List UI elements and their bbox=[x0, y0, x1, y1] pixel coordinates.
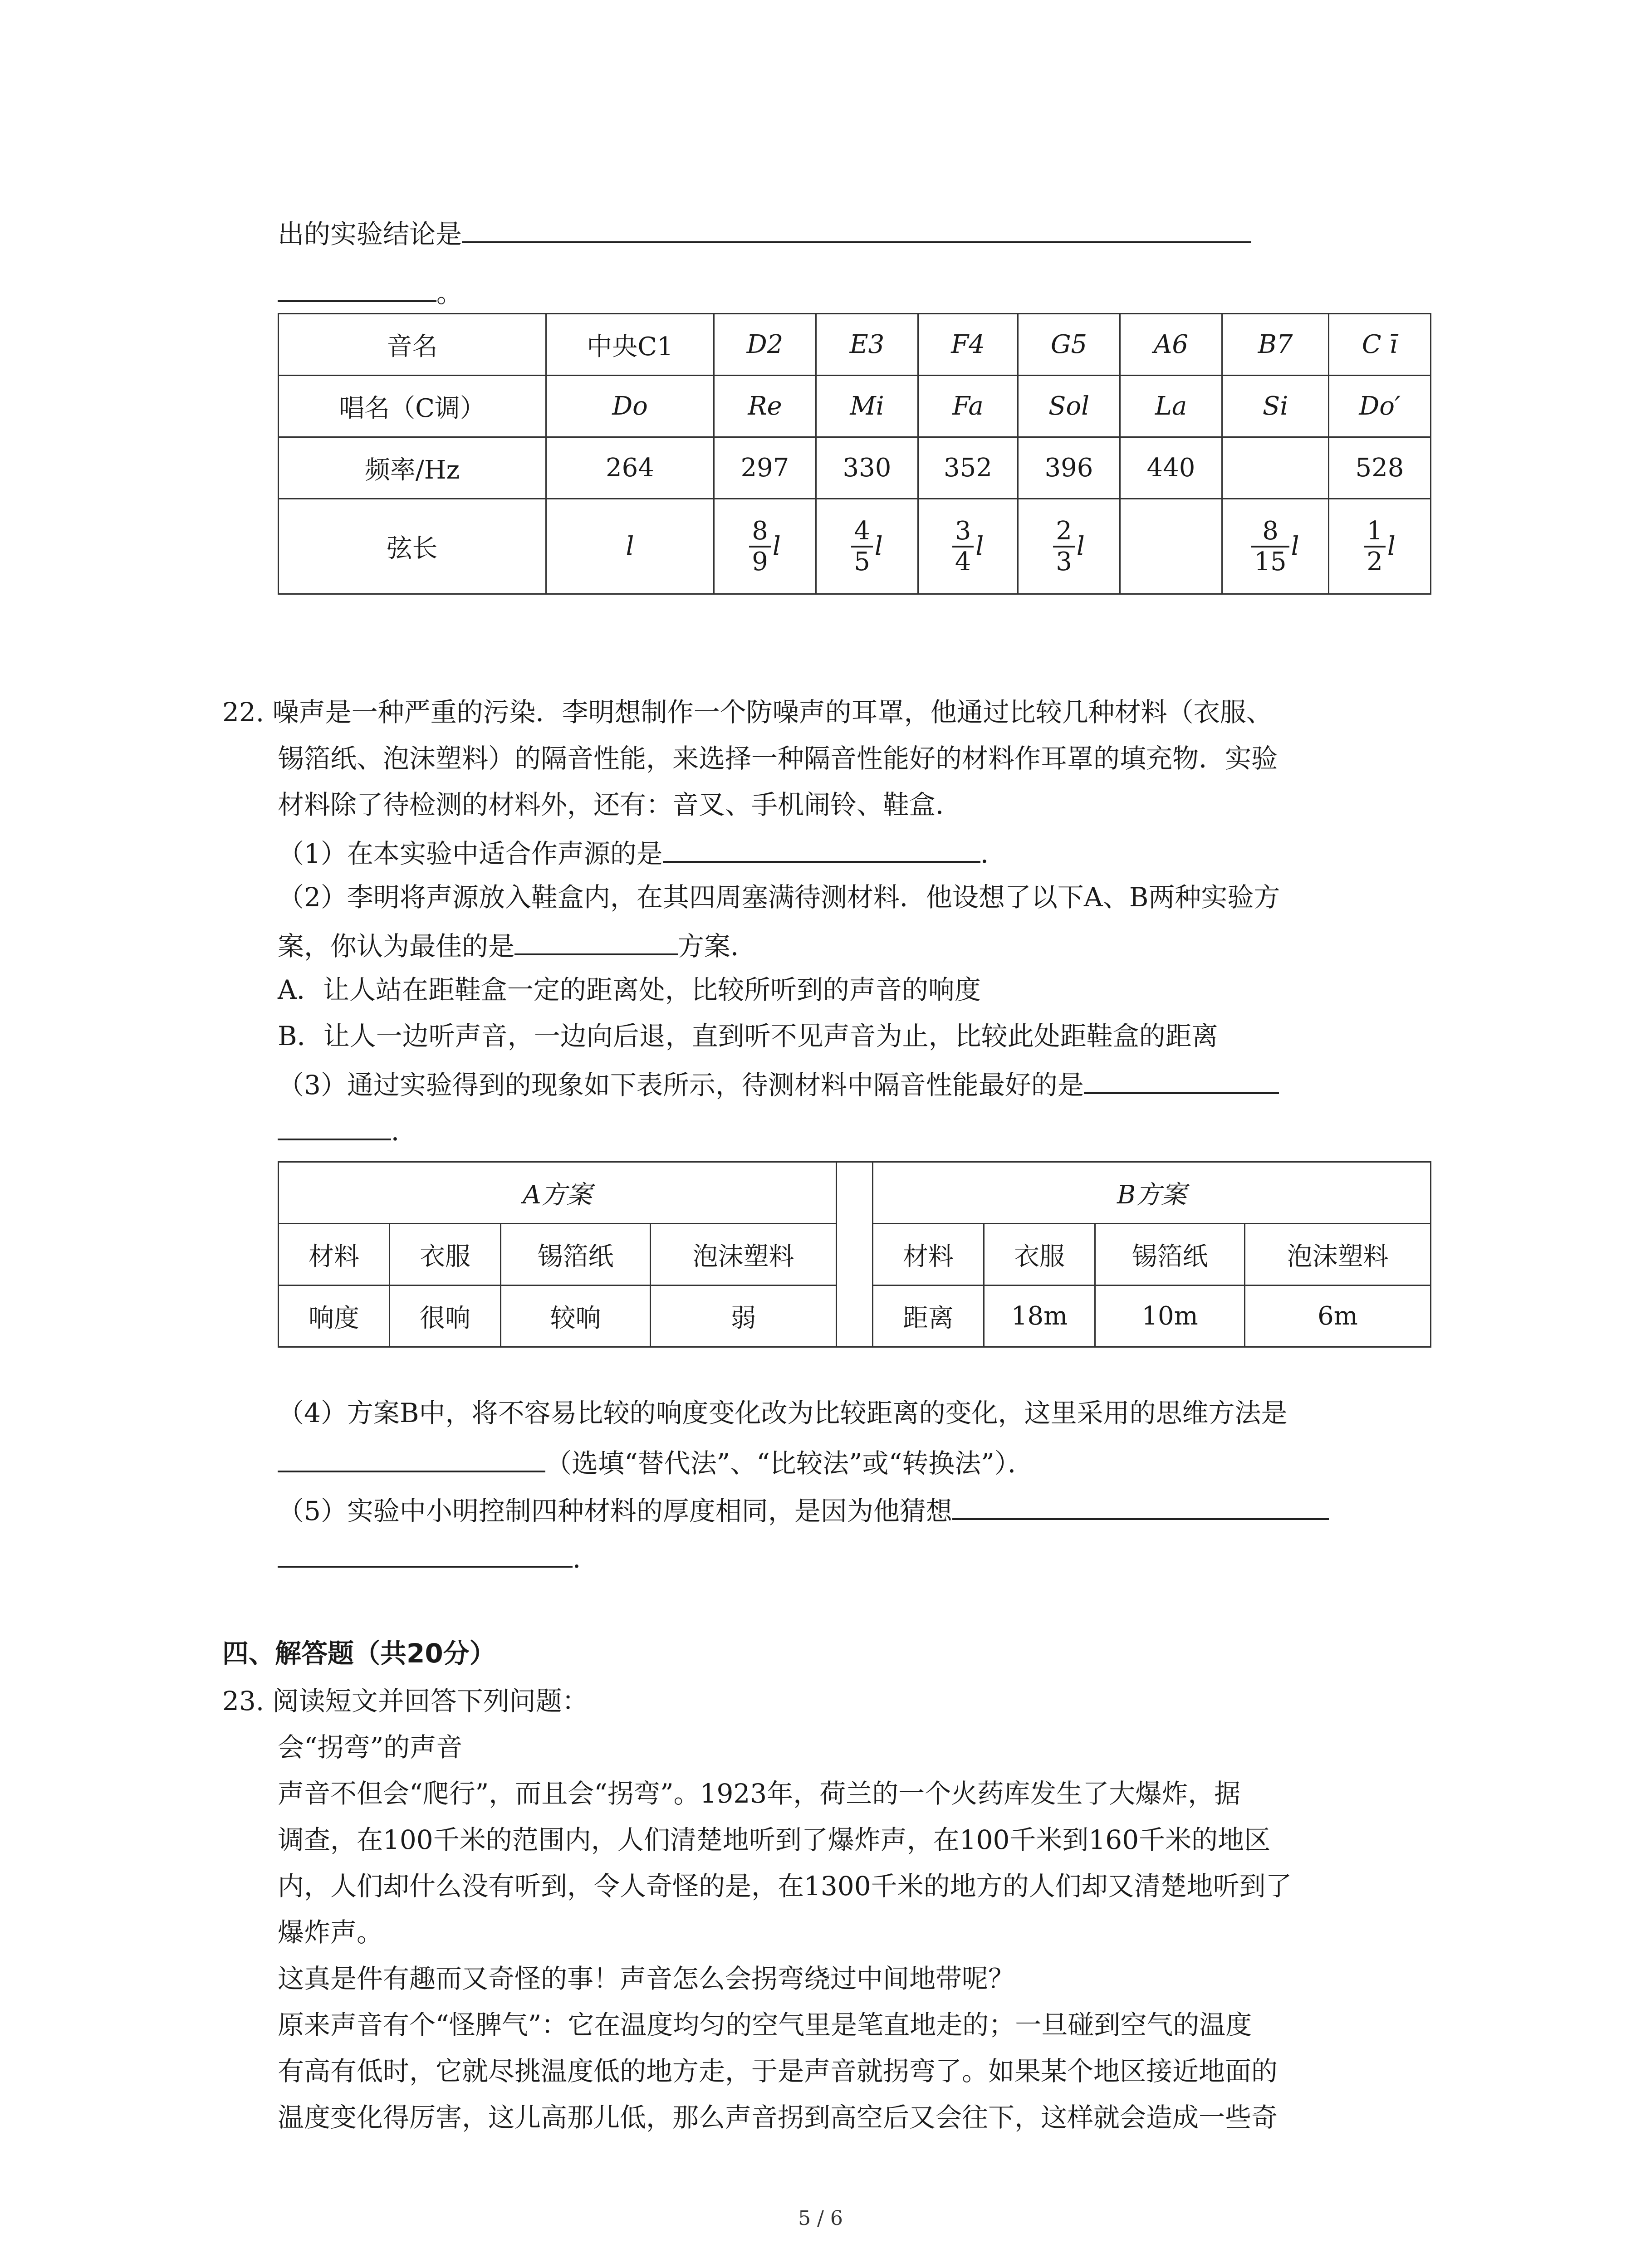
fraction-numerator: 4 bbox=[851, 518, 873, 547]
answer-blank[interactable] bbox=[278, 272, 436, 302]
section-title: 四、解答题（共20分） bbox=[222, 1638, 496, 1669]
table-cell: Do bbox=[546, 376, 714, 437]
table-cell: 材料 bbox=[873, 1224, 984, 1286]
table-cell bbox=[714, 499, 816, 594]
row-label: 弦长 bbox=[279, 499, 546, 594]
table-cell: C ī bbox=[1329, 314, 1431, 376]
fraction bbox=[1053, 518, 1075, 575]
table-cell: F4 bbox=[918, 314, 1018, 376]
page-number: 5 / 6 bbox=[798, 2207, 843, 2230]
table-cell: Do′ bbox=[1329, 376, 1431, 437]
q22-part3-text: （3）通过实验得到的现象如下表所示，待测材料中隔音性能最好的是 bbox=[278, 1070, 1084, 1100]
fraction-denominator: 5 bbox=[854, 547, 870, 577]
table-cell: B7 bbox=[1222, 314, 1329, 376]
q22-intro-2: 锡箔纸、泡沫塑料）的隔音性能，来选择一种隔音性能好的材料作耳罩的填充物．实验 bbox=[278, 743, 1278, 774]
table-cell bbox=[816, 499, 918, 594]
table-row bbox=[279, 314, 1431, 376]
table-cell: 528 bbox=[1329, 437, 1431, 499]
q22-option-b: B．让人一边听声音，一边向后退，直到听不见声音为止，比较此处距鞋盒的距离 bbox=[278, 1021, 1218, 1051]
table-row bbox=[279, 376, 1431, 437]
q21-conclusion-line2 bbox=[278, 272, 463, 311]
q23-line: 声音不但会“爬行”，而且会“拐弯”。1923年，荷兰的一个火药库发生了大爆炸，据 bbox=[278, 1778, 1241, 1809]
q22-part1-text: （1）在本实验中适合作声源的是 bbox=[278, 838, 663, 869]
fraction-denominator: 3 bbox=[1056, 547, 1072, 577]
fraction-denominator: 2 bbox=[1367, 547, 1383, 577]
fraction-numerator: 3 bbox=[952, 518, 974, 547]
q22-part3 bbox=[278, 1064, 1279, 1103]
table-cell: 中央C1 bbox=[546, 314, 714, 376]
q21-conclusion-text: 出的实验结论是 bbox=[278, 219, 462, 249]
table-cell: 锡箔纸 bbox=[1095, 1224, 1245, 1286]
length-symbol: l bbox=[1387, 532, 1396, 561]
q22-part3-end: ． bbox=[391, 1116, 418, 1147]
soundproof-result-table bbox=[278, 1161, 1431, 1348]
answer-blank[interactable] bbox=[278, 1110, 391, 1140]
table-cell: 响度 bbox=[279, 1286, 390, 1347]
q22-part5 bbox=[278, 1490, 1329, 1529]
table-cell: 衣服 bbox=[390, 1224, 501, 1286]
q23-line: 内，人们却什么没有听到，令人奇怪的是，在1300千米的地方的人们却又清楚地听到了 bbox=[278, 1871, 1292, 1901]
answer-blank[interactable] bbox=[278, 1442, 545, 1472]
q21-period: 。 bbox=[436, 278, 463, 308]
answer-blank[interactable] bbox=[1084, 1064, 1279, 1094]
fraction-numerator: 8 bbox=[1251, 518, 1289, 547]
q23-line: 爆炸声。 bbox=[278, 1917, 383, 1948]
answer-blank[interactable] bbox=[514, 925, 678, 955]
table-cell: La bbox=[1120, 376, 1222, 437]
fraction bbox=[749, 518, 771, 575]
table-cell bbox=[1329, 499, 1431, 594]
length-symbol: l bbox=[1291, 532, 1299, 561]
table-cell: Si bbox=[1222, 376, 1329, 437]
answer-blank[interactable] bbox=[952, 1490, 1329, 1520]
q23-line: 这真是件有趣而又奇怪的事！声音怎么会拐弯绕过中间地带呢？ bbox=[278, 1963, 1015, 1994]
table-cell: A6 bbox=[1120, 314, 1222, 376]
table-cell: 泡沫塑料 bbox=[1245, 1224, 1431, 1286]
table-cell: Mi bbox=[816, 376, 918, 437]
answer-blank[interactable] bbox=[278, 1538, 573, 1568]
fraction bbox=[851, 518, 873, 575]
scheme-b-header: B方案 bbox=[873, 1162, 1431, 1224]
table-cell: 距离 bbox=[873, 1286, 984, 1347]
q22-part1-end: ． bbox=[980, 838, 1007, 869]
q21-conclusion-line bbox=[278, 213, 1251, 252]
fraction bbox=[1364, 518, 1386, 575]
table-cell: Re bbox=[714, 376, 816, 437]
q23-line: 23. 阅读短文并回答下列问题： bbox=[222, 1686, 588, 1716]
q22-part2-a: （2）李明将声源放入鞋盒内，在其四周塞满待测材料．他设想了以下A、B两种实验方 bbox=[278, 882, 1280, 913]
q22-part3-line2 bbox=[278, 1110, 417, 1149]
table-cell: 330 bbox=[816, 437, 918, 499]
q22-part2-b bbox=[278, 925, 757, 964]
answer-blank[interactable] bbox=[663, 833, 980, 863]
table-cell: 材料 bbox=[279, 1224, 390, 1286]
answer-blank[interactable] bbox=[462, 213, 1251, 243]
table-row bbox=[279, 437, 1431, 499]
row-label: 唱名（C调） bbox=[279, 376, 546, 437]
table-cell bbox=[918, 499, 1018, 594]
q22-part5-text: （5）实验中小明控制四种材料的厚度相同，是因为他猜想 bbox=[278, 1496, 952, 1526]
q23-line: 原来声音有个“怪脾气”：它在温度均匀的空气里是笔直地走的；一旦碰到空气的温度 bbox=[278, 2009, 1252, 2040]
table-cell: 弱 bbox=[651, 1286, 837, 1347]
table-cell: 352 bbox=[918, 437, 1018, 499]
q22-part5-end: ． bbox=[573, 1543, 599, 1574]
table-cell: 10m bbox=[1095, 1286, 1245, 1347]
table-cell: l bbox=[546, 499, 714, 594]
table-cell: 18m bbox=[984, 1286, 1095, 1347]
table-cell: 很响 bbox=[390, 1286, 501, 1347]
q23-line: 调查，在100千米的范围内，人们清楚地听到了爆炸声，在100千米到160千米的地区 bbox=[278, 1824, 1271, 1855]
q22-part4-b bbox=[278, 1442, 1034, 1481]
table-cell: 泡沫塑料 bbox=[651, 1224, 837, 1286]
q23-line: 会“拐弯”的声音 bbox=[278, 1732, 463, 1763]
fraction-numerator: 1 bbox=[1364, 518, 1386, 547]
q22-part2-b-end: 方案． bbox=[678, 931, 757, 962]
table-row bbox=[279, 499, 1431, 594]
fraction bbox=[1251, 518, 1289, 575]
fraction-numerator: 2 bbox=[1053, 518, 1075, 547]
scheme-a-header: A方案 bbox=[279, 1162, 837, 1224]
fraction-denominator: 9 bbox=[752, 547, 768, 577]
fraction-denominator: 15 bbox=[1254, 547, 1287, 577]
table-cell: 6m bbox=[1245, 1286, 1431, 1347]
table-cell: 锡箔纸 bbox=[501, 1224, 651, 1286]
table-cell bbox=[1120, 499, 1222, 594]
length-symbol: l bbox=[1076, 532, 1085, 561]
table-cell: 衣服 bbox=[984, 1224, 1095, 1286]
table-spacer bbox=[837, 1162, 873, 1347]
q23-line: 温度变化得厉害，这儿高那儿低，那么声音拐到高空后又会往下，这样就会造成一些奇 bbox=[278, 2102, 1278, 2133]
table-cell: Fa bbox=[918, 376, 1018, 437]
length-symbol: l bbox=[772, 532, 781, 561]
table-cell: Sol bbox=[1018, 376, 1120, 437]
table-cell bbox=[1222, 437, 1329, 499]
q22-part4-b-text: （选填“替代法”、“比较法”或“转换法”）． bbox=[545, 1448, 1034, 1479]
q22-intro-3: 材料除了待检测的材料外，还有：音叉、手机闹铃、鞋盒． bbox=[278, 789, 962, 820]
length-symbol: l bbox=[975, 532, 984, 561]
table-cell: 264 bbox=[546, 437, 714, 499]
fraction bbox=[952, 518, 974, 575]
table-cell: E3 bbox=[816, 314, 918, 376]
frequency-string-table bbox=[278, 313, 1431, 595]
q22-part4-a: （4）方案B中，将不容易比较的响度变化改为比较距离的变化，这里采用的思维方法是 bbox=[278, 1398, 1288, 1428]
q22-option-a: A．让人站在距鞋盒一定的距离处，比较所听到的声音的响度 bbox=[278, 974, 981, 1005]
table-cell: 297 bbox=[714, 437, 816, 499]
q22-part2-b-text: 案，你认为最佳的是 bbox=[278, 931, 515, 962]
row-label: 频率/Hz bbox=[279, 437, 546, 499]
q22-part5-line2 bbox=[278, 1538, 599, 1577]
table-cell: D2 bbox=[714, 314, 816, 376]
table-cell bbox=[1018, 499, 1120, 594]
q23-line: 有高有低时，它就尽挑温度低的地方走，于是声音就拐弯了。如果某个地区接近地面的 bbox=[278, 2056, 1278, 2087]
fraction-denominator: 4 bbox=[955, 547, 971, 577]
q22-part1 bbox=[278, 833, 1007, 872]
table-cell: G5 bbox=[1018, 314, 1120, 376]
length-symbol: l bbox=[874, 532, 883, 561]
table-cell: 440 bbox=[1120, 437, 1222, 499]
row-label: 音名 bbox=[279, 314, 546, 376]
fraction-numerator: 8 bbox=[749, 518, 771, 547]
table-cell: 396 bbox=[1018, 437, 1120, 499]
table-cell: 较响 bbox=[501, 1286, 651, 1347]
q22-intro-1: 22. 噪声是一种严重的污染．李明想制作一个防噪声的耳罩，他通过比较几种材料（衣服、 bbox=[222, 697, 1273, 728]
table-cell bbox=[1222, 499, 1329, 594]
